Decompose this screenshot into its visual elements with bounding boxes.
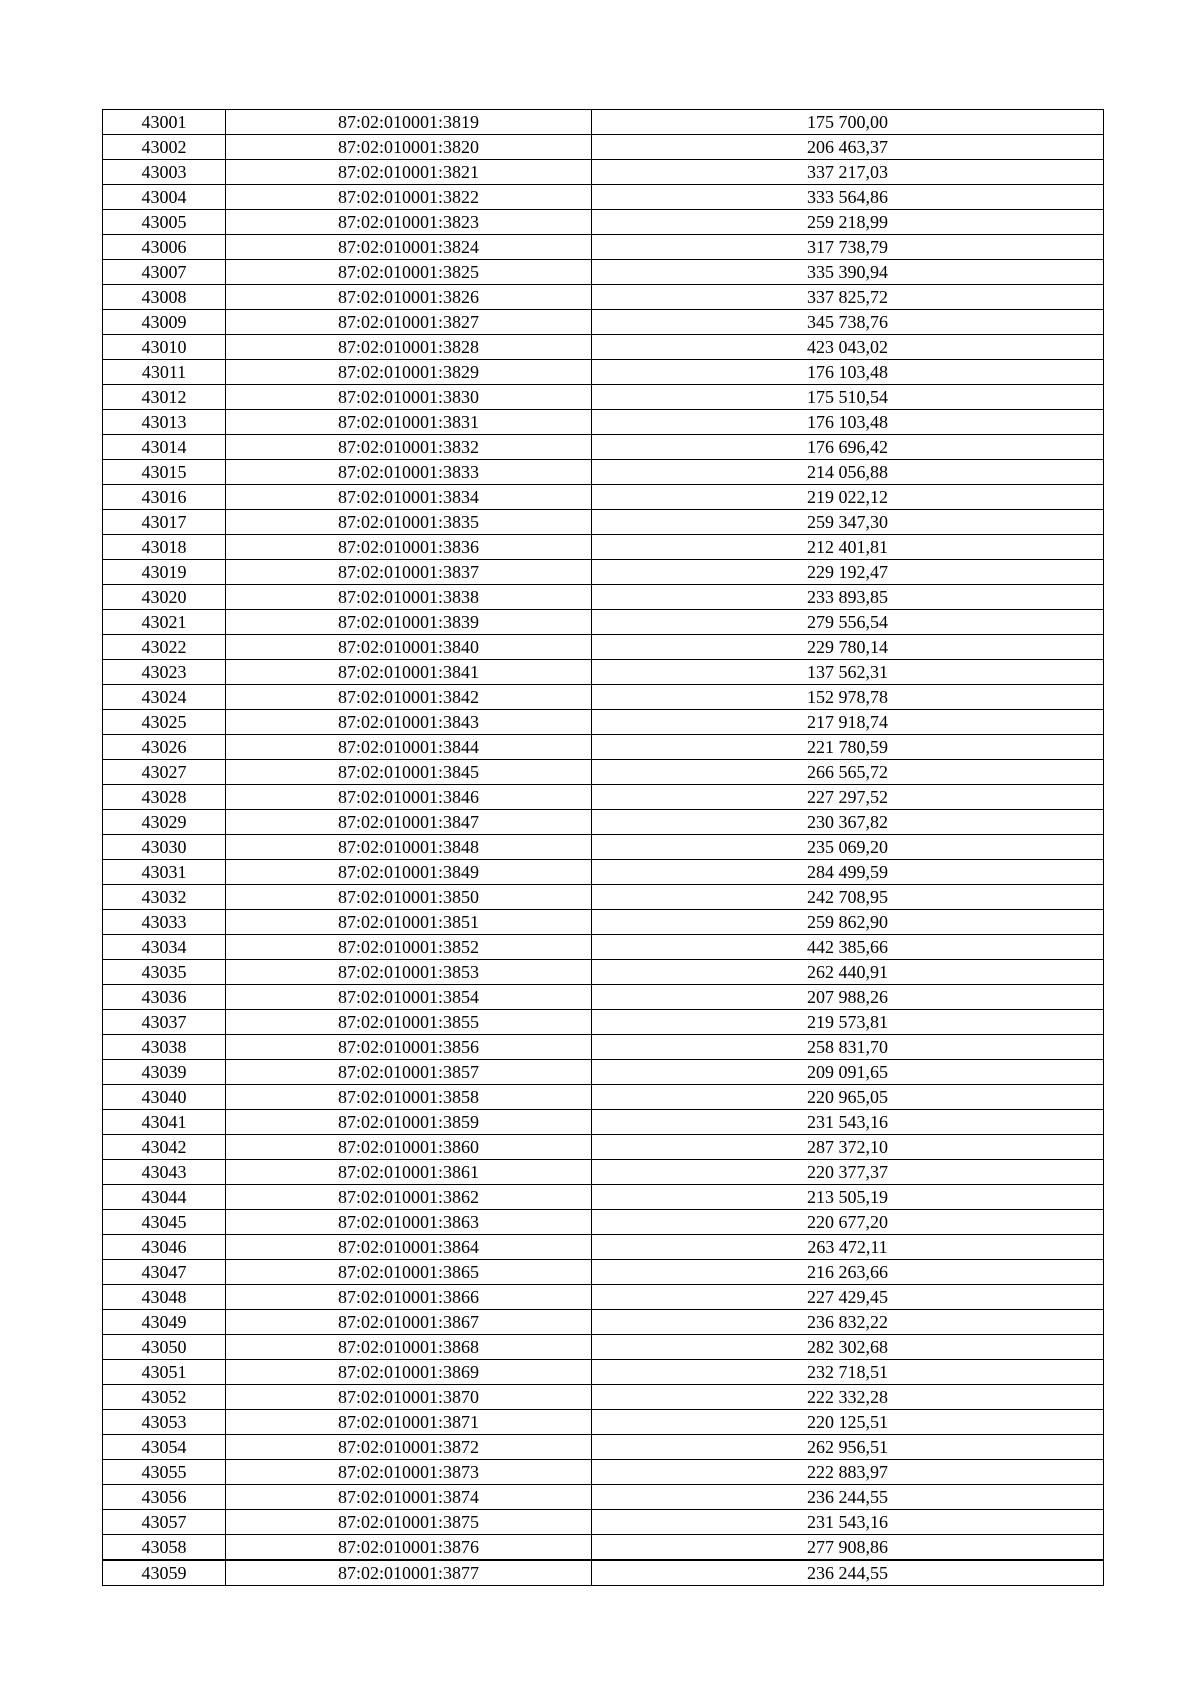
value-cell: 263 472,11 xyxy=(592,1235,1104,1260)
cadastral-number-cell: 87:02:010001:3855 xyxy=(226,1010,592,1035)
table-row xyxy=(103,1510,1104,1535)
row-number-cell: 43041 xyxy=(103,1110,226,1135)
value-cell: 216 263,66 xyxy=(592,1260,1104,1285)
row-number-cell: 43035 xyxy=(103,960,226,985)
value-cell: 262 440,91 xyxy=(592,960,1104,985)
table-row xyxy=(103,885,1104,910)
value-cell: 137 562,31 xyxy=(592,660,1104,685)
table-row xyxy=(103,810,1104,835)
value-cell: 229 780,14 xyxy=(592,635,1104,660)
cadastral-number-cell: 87:02:010001:3842 xyxy=(226,685,592,710)
row-number-cell: 43023 xyxy=(103,660,226,685)
row-number-cell: 43019 xyxy=(103,560,226,585)
table-row xyxy=(103,660,1104,685)
value-cell: 284 499,59 xyxy=(592,860,1104,885)
value-cell: 259 347,30 xyxy=(592,510,1104,535)
value-cell: 227 297,52 xyxy=(592,785,1104,810)
value-cell: 222 332,28 xyxy=(592,1385,1104,1410)
row-number-cell: 43001 xyxy=(103,110,226,135)
table-row xyxy=(103,735,1104,760)
row-number-cell: 43040 xyxy=(103,1085,226,1110)
cadastral-number-cell: 87:02:010001:3829 xyxy=(226,360,592,385)
cadastral-number-cell: 87:02:010001:3823 xyxy=(226,210,592,235)
table-row xyxy=(103,1035,1104,1060)
table-row xyxy=(103,310,1104,335)
value-cell: 335 390,94 xyxy=(592,260,1104,285)
row-number-cell: 43025 xyxy=(103,710,226,735)
row-number-cell: 43048 xyxy=(103,1285,226,1310)
cadastral-number-cell: 87:02:010001:3835 xyxy=(226,510,592,535)
cadastral-number-cell: 87:02:010001:3853 xyxy=(226,960,592,985)
value-cell: 220 677,20 xyxy=(592,1210,1104,1235)
cadastral-number-cell: 87:02:010001:3856 xyxy=(226,1035,592,1060)
value-cell: 236 244,55 xyxy=(592,1560,1104,1586)
row-number-cell: 43047 xyxy=(103,1260,226,1285)
row-number-cell: 43046 xyxy=(103,1235,226,1260)
cadastral-number-cell: 87:02:010001:3857 xyxy=(226,1060,592,1085)
table-row xyxy=(103,860,1104,885)
row-number-cell: 43053 xyxy=(103,1410,226,1435)
row-number-cell: 43044 xyxy=(103,1185,226,1210)
row-number-cell: 43009 xyxy=(103,310,226,335)
cadastral-number-cell: 87:02:010001:3824 xyxy=(226,235,592,260)
table-row xyxy=(103,710,1104,735)
table-row xyxy=(103,1385,1104,1410)
table-row xyxy=(103,535,1104,560)
value-cell: 279 556,54 xyxy=(592,610,1104,635)
row-number-cell: 43028 xyxy=(103,785,226,810)
table-row xyxy=(103,460,1104,485)
cadastral-number-cell: 87:02:010001:3860 xyxy=(226,1135,592,1160)
value-cell: 213 505,19 xyxy=(592,1185,1104,1210)
table-row xyxy=(103,210,1104,235)
table-row xyxy=(103,1460,1104,1485)
row-number-cell: 43033 xyxy=(103,910,226,935)
cadastral-number-cell: 87:02:010001:3851 xyxy=(226,910,592,935)
cadastral-number-cell: 87:02:010001:3825 xyxy=(226,260,592,285)
cadastral-number-cell: 87:02:010001:3830 xyxy=(226,385,592,410)
value-cell: 152 978,78 xyxy=(592,685,1104,710)
cadastral-number-cell: 87:02:010001:3877 xyxy=(226,1560,592,1586)
value-cell: 176 103,48 xyxy=(592,360,1104,385)
table-row xyxy=(103,1210,1104,1235)
table-row xyxy=(103,635,1104,660)
cadastral-number-cell: 87:02:010001:3834 xyxy=(226,485,592,510)
cadastral-number-cell: 87:02:010001:3828 xyxy=(226,335,592,360)
row-number-cell: 43012 xyxy=(103,385,226,410)
value-cell: 227 429,45 xyxy=(592,1285,1104,1310)
table-row xyxy=(103,285,1104,310)
cadastral-number-cell: 87:02:010001:3865 xyxy=(226,1260,592,1285)
row-number-cell: 43036 xyxy=(103,985,226,1010)
row-number-cell: 43050 xyxy=(103,1335,226,1360)
table-row xyxy=(103,785,1104,810)
table-row xyxy=(103,1060,1104,1085)
cadastral-number-cell: 87:02:010001:3844 xyxy=(226,735,592,760)
table-row xyxy=(103,1235,1104,1260)
table-body xyxy=(103,110,1104,1586)
cadastral-number-cell: 87:02:010001:3870 xyxy=(226,1385,592,1410)
value-cell: 337 217,03 xyxy=(592,160,1104,185)
cadastral-number-cell: 87:02:010001:3873 xyxy=(226,1460,592,1485)
value-cell: 207 988,26 xyxy=(592,985,1104,1010)
value-cell: 333 564,86 xyxy=(592,185,1104,210)
cadastral-number-cell: 87:02:010001:3852 xyxy=(226,935,592,960)
value-cell: 214 056,88 xyxy=(592,460,1104,485)
cadastral-number-cell: 87:02:010001:3858 xyxy=(226,1085,592,1110)
cadastral-number-cell: 87:02:010001:3849 xyxy=(226,860,592,885)
cadastral-number-cell: 87:02:010001:3872 xyxy=(226,1435,592,1460)
value-cell: 232 718,51 xyxy=(592,1360,1104,1385)
value-cell: 442 385,66 xyxy=(592,935,1104,960)
value-cell: 217 918,74 xyxy=(592,710,1104,735)
cadastral-number-cell: 87:02:010001:3848 xyxy=(226,835,592,860)
cadastral-number-cell: 87:02:010001:3840 xyxy=(226,635,592,660)
cadastral-number-cell: 87:02:010001:3871 xyxy=(226,1410,592,1435)
value-cell: 175 700,00 xyxy=(592,110,1104,135)
table-row xyxy=(103,585,1104,610)
data-table xyxy=(102,109,1104,1586)
cadastral-number-cell: 87:02:010001:3868 xyxy=(226,1335,592,1360)
cadastral-number-cell: 87:02:010001:3841 xyxy=(226,660,592,685)
table-row xyxy=(103,1110,1104,1135)
value-cell: 231 543,16 xyxy=(592,1510,1104,1535)
row-number-cell: 43024 xyxy=(103,685,226,710)
cadastral-number-cell: 87:02:010001:3861 xyxy=(226,1160,592,1185)
row-number-cell: 43002 xyxy=(103,135,226,160)
row-number-cell: 43005 xyxy=(103,210,226,235)
row-number-cell: 43038 xyxy=(103,1035,226,1060)
table-row xyxy=(103,410,1104,435)
table-row xyxy=(103,235,1104,260)
cadastral-number-cell: 87:02:010001:3867 xyxy=(226,1310,592,1335)
value-cell: 219 022,12 xyxy=(592,485,1104,510)
row-number-cell: 43039 xyxy=(103,1060,226,1085)
table-row xyxy=(103,960,1104,985)
row-number-cell: 43017 xyxy=(103,510,226,535)
cadastral-number-cell: 87:02:010001:3838 xyxy=(226,585,592,610)
table-row xyxy=(103,335,1104,360)
row-number-cell: 43042 xyxy=(103,1135,226,1160)
value-cell: 231 543,16 xyxy=(592,1110,1104,1135)
row-number-cell: 43026 xyxy=(103,735,226,760)
cadastral-number-cell: 87:02:010001:3869 xyxy=(226,1360,592,1385)
table-row xyxy=(103,1535,1104,1561)
row-number-cell: 43013 xyxy=(103,410,226,435)
row-number-cell: 43014 xyxy=(103,435,226,460)
table-row xyxy=(103,1260,1104,1285)
table-row xyxy=(103,110,1104,135)
value-cell: 236 244,55 xyxy=(592,1485,1104,1510)
table-row xyxy=(103,435,1104,460)
cadastral-number-cell: 87:02:010001:3864 xyxy=(226,1235,592,1260)
row-number-cell: 43032 xyxy=(103,885,226,910)
value-cell: 259 862,90 xyxy=(592,910,1104,935)
value-cell: 317 738,79 xyxy=(592,235,1104,260)
value-cell: 176 103,48 xyxy=(592,410,1104,435)
table-row xyxy=(103,135,1104,160)
table-row xyxy=(103,360,1104,385)
table-row xyxy=(103,1160,1104,1185)
cadastral-number-cell: 87:02:010001:3863 xyxy=(226,1210,592,1235)
row-number-cell: 43056 xyxy=(103,1485,226,1510)
value-cell: 206 463,37 xyxy=(592,135,1104,160)
row-number-cell: 43003 xyxy=(103,160,226,185)
table-row xyxy=(103,1410,1104,1435)
cadastral-number-cell: 87:02:010001:3820 xyxy=(226,135,592,160)
value-cell: 219 573,81 xyxy=(592,1010,1104,1035)
value-cell: 262 956,51 xyxy=(592,1435,1104,1460)
table-row xyxy=(103,1560,1104,1586)
table-row xyxy=(103,160,1104,185)
cadastral-number-cell: 87:02:010001:3831 xyxy=(226,410,592,435)
table-row xyxy=(103,510,1104,535)
row-number-cell: 43004 xyxy=(103,185,226,210)
value-cell: 221 780,59 xyxy=(592,735,1104,760)
row-number-cell: 43006 xyxy=(103,235,226,260)
value-cell: 235 069,20 xyxy=(592,835,1104,860)
row-number-cell: 43031 xyxy=(103,860,226,885)
cadastral-number-cell: 87:02:010001:3847 xyxy=(226,810,592,835)
value-cell: 229 192,47 xyxy=(592,560,1104,585)
row-number-cell: 43008 xyxy=(103,285,226,310)
table-row xyxy=(103,560,1104,585)
cadastral-number-cell: 87:02:010001:3850 xyxy=(226,885,592,910)
value-cell: 242 708,95 xyxy=(592,885,1104,910)
row-number-cell: 43037 xyxy=(103,1010,226,1035)
value-cell: 259 218,99 xyxy=(592,210,1104,235)
row-number-cell: 43052 xyxy=(103,1385,226,1410)
row-number-cell: 43010 xyxy=(103,335,226,360)
value-cell: 230 367,82 xyxy=(592,810,1104,835)
value-cell: 277 908,86 xyxy=(592,1535,1104,1561)
table-row xyxy=(103,485,1104,510)
table-row xyxy=(103,1310,1104,1335)
value-cell: 176 696,42 xyxy=(592,435,1104,460)
row-number-cell: 43043 xyxy=(103,1160,226,1185)
cadastral-number-cell: 87:02:010001:3843 xyxy=(226,710,592,735)
table-row xyxy=(103,1485,1104,1510)
value-cell: 282 302,68 xyxy=(592,1335,1104,1360)
cadastral-number-cell: 87:02:010001:3854 xyxy=(226,985,592,1010)
cadastral-number-cell: 87:02:010001:3874 xyxy=(226,1485,592,1510)
table-row xyxy=(103,1285,1104,1310)
cadastral-number-cell: 87:02:010001:3826 xyxy=(226,285,592,310)
table-row xyxy=(103,1135,1104,1160)
value-cell: 175 510,54 xyxy=(592,385,1104,410)
row-number-cell: 43055 xyxy=(103,1460,226,1485)
row-number-cell: 43059 xyxy=(103,1560,226,1586)
value-cell: 423 043,02 xyxy=(592,335,1104,360)
table-row xyxy=(103,760,1104,785)
row-number-cell: 43029 xyxy=(103,810,226,835)
row-number-cell: 43016 xyxy=(103,485,226,510)
value-cell: 337 825,72 xyxy=(592,285,1104,310)
cadastral-number-cell: 87:02:010001:3819 xyxy=(226,110,592,135)
row-number-cell: 43058 xyxy=(103,1535,226,1561)
cadastral-number-cell: 87:02:010001:3836 xyxy=(226,535,592,560)
table-row xyxy=(103,835,1104,860)
cadastral-number-cell: 87:02:010001:3846 xyxy=(226,785,592,810)
value-cell: 236 832,22 xyxy=(592,1310,1104,1335)
table-row xyxy=(103,1085,1104,1110)
table-row xyxy=(103,260,1104,285)
row-number-cell: 43022 xyxy=(103,635,226,660)
row-number-cell: 43015 xyxy=(103,460,226,485)
cadastral-number-cell: 87:02:010001:3866 xyxy=(226,1285,592,1310)
value-cell: 287 372,10 xyxy=(592,1135,1104,1160)
value-cell: 220 377,37 xyxy=(592,1160,1104,1185)
value-cell: 212 401,81 xyxy=(592,535,1104,560)
value-cell: 345 738,76 xyxy=(592,310,1104,335)
row-number-cell: 43051 xyxy=(103,1360,226,1385)
table-row xyxy=(103,185,1104,210)
cadastral-number-cell: 87:02:010001:3827 xyxy=(226,310,592,335)
cadastral-number-cell: 87:02:010001:3821 xyxy=(226,160,592,185)
table-row xyxy=(103,985,1104,1010)
value-cell: 258 831,70 xyxy=(592,1035,1104,1060)
row-number-cell: 43021 xyxy=(103,610,226,635)
row-number-cell: 43027 xyxy=(103,760,226,785)
table-row xyxy=(103,1185,1104,1210)
value-cell: 266 565,72 xyxy=(592,760,1104,785)
table-row xyxy=(103,610,1104,635)
cadastral-number-cell: 87:02:010001:3833 xyxy=(226,460,592,485)
cadastral-number-cell: 87:02:010001:3845 xyxy=(226,760,592,785)
value-cell: 220 125,51 xyxy=(592,1410,1104,1435)
row-number-cell: 43057 xyxy=(103,1510,226,1535)
value-cell: 220 965,05 xyxy=(592,1085,1104,1110)
row-number-cell: 43034 xyxy=(103,935,226,960)
row-number-cell: 43018 xyxy=(103,535,226,560)
table-row xyxy=(103,1010,1104,1035)
value-cell: 209 091,65 xyxy=(592,1060,1104,1085)
value-cell: 233 893,85 xyxy=(592,585,1104,610)
cadastral-number-cell: 87:02:010001:3875 xyxy=(226,1510,592,1535)
row-number-cell: 43011 xyxy=(103,360,226,385)
row-number-cell: 43045 xyxy=(103,1210,226,1235)
cadastral-number-cell: 87:02:010001:3839 xyxy=(226,610,592,635)
cadastral-number-cell: 87:02:010001:3876 xyxy=(226,1535,592,1561)
table-row xyxy=(103,1335,1104,1360)
row-number-cell: 43054 xyxy=(103,1435,226,1460)
table-row xyxy=(103,935,1104,960)
row-number-cell: 43049 xyxy=(103,1310,226,1335)
cadastral-number-cell: 87:02:010001:3822 xyxy=(226,185,592,210)
row-number-cell: 43007 xyxy=(103,260,226,285)
cadastral-number-cell: 87:02:010001:3859 xyxy=(226,1110,592,1135)
row-number-cell: 43030 xyxy=(103,835,226,860)
table-row xyxy=(103,1360,1104,1385)
table-row xyxy=(103,1435,1104,1460)
value-cell: 222 883,97 xyxy=(592,1460,1104,1485)
cadastral-number-cell: 87:02:010001:3832 xyxy=(226,435,592,460)
cadastral-number-cell: 87:02:010001:3862 xyxy=(226,1185,592,1210)
table-row xyxy=(103,385,1104,410)
row-number-cell: 43020 xyxy=(103,585,226,610)
table-row xyxy=(103,685,1104,710)
cadastral-number-cell: 87:02:010001:3837 xyxy=(226,560,592,585)
table-row xyxy=(103,910,1104,935)
